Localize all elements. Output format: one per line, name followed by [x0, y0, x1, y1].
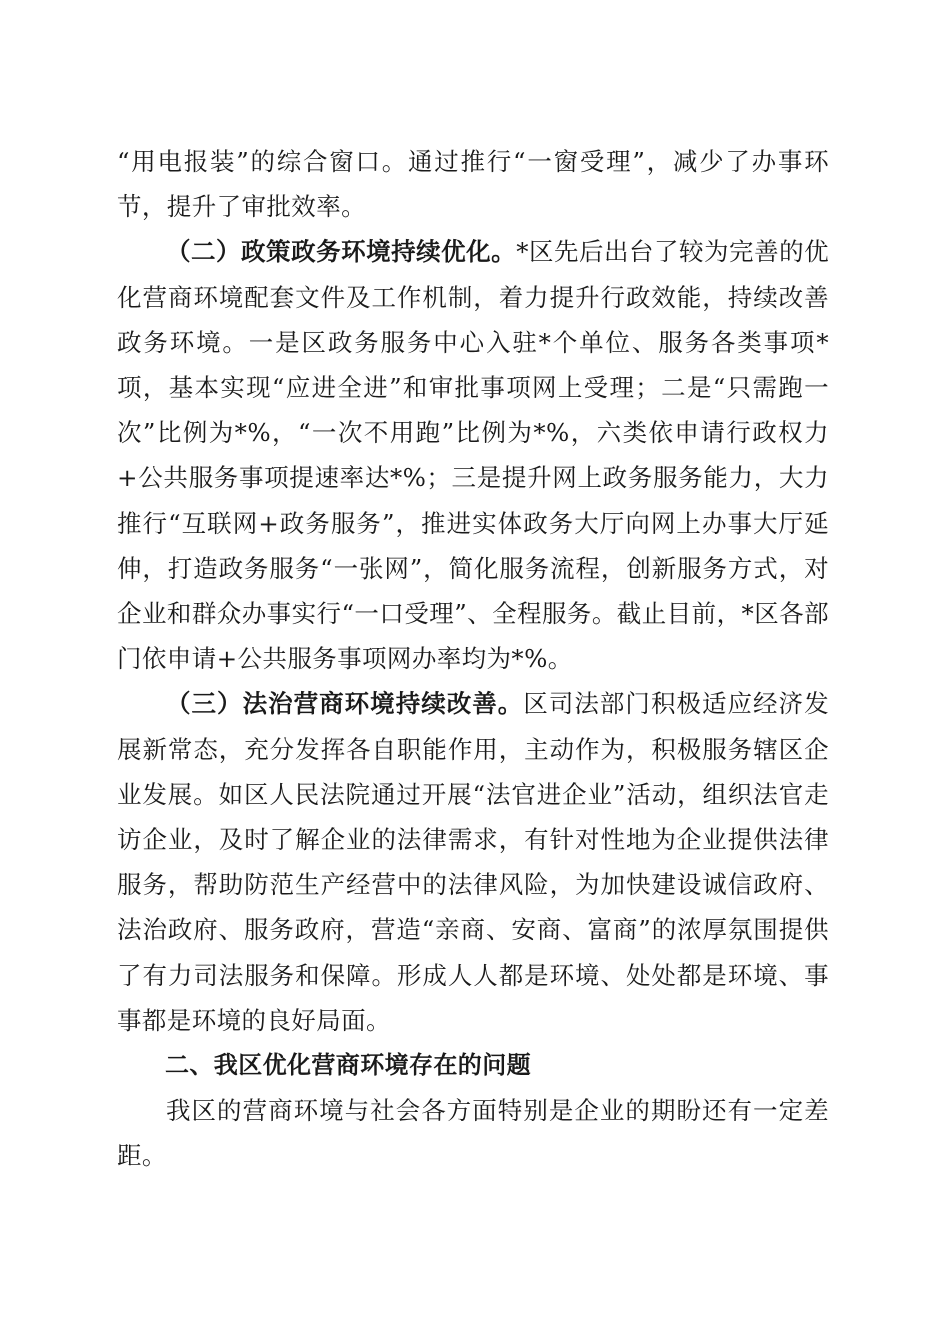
paragraph-closing: 我区的营商环境与社会各方面特别是企业的期盼还有一定差距。: [117, 1096, 829, 1171]
paragraph-text: “用电报装”的综合窗口。通过推行“一窗受理”，减少了办事环节，提升了审批效率。: [117, 147, 829, 222]
paragraph-lead-heading: （二）政策政务环境持续优化。: [166, 237, 517, 267]
paragraph-legal-environment: [117, 681, 829, 1043]
paragraph-lead-heading: （三）法治营商环境持续改善。: [166, 689, 524, 719]
paragraph-text: *区先后出台了较为完善的优化营商环境配套文件及工作机制，着力提升行政效能，持续改善政务环境。一是区政务服务中心入驻*个单位、服务各类事项*项，基本实现“应进全进”和审批事项网上受理；二是“只需跑一次”比例为*%，“一次不用跑”比例为*%，六类依申请行政权力+公共服务事项提速率达*%；三是提升网上政务服务能力，大力推行“互联网+政务服务”，推进实体政务大厅向网上办事大厅延伸，打造政务服务“一张网”，简化服务流程，创新服务方式，对企业和群众办事实行“一口受理”、全程服务。截止目前，*区各部门依申请+公共服务事项网办率均为*%。: [117, 237, 829, 674]
document-body: [117, 139, 829, 1179]
section-heading: 二、我区优化营商环境存在的问题: [165, 1051, 531, 1080]
paragraph-text: 区司法部门积极适应经济发展新常态，充分发挥各自职能作用，主动作为，积极服务辖区企业发展。如区人民法院通过开展“法官进企业”活动，组织法官走访企业，及时了解企业的法律需求，有针对性地为企业提供法律服务，帮助防范生产经营中的法律风险，为加快建设诚信政府、法治政府、服务政府，营造“亲商、安商、富商”的浓厚氛围提供了有力司法服务和保障。形成人人都是环境、处处都是环境、事事都是环境的良好局面。: [117, 689, 829, 1035]
paragraph-continuation: [117, 139, 829, 229]
paragraph-policy-environment: [117, 229, 829, 681]
